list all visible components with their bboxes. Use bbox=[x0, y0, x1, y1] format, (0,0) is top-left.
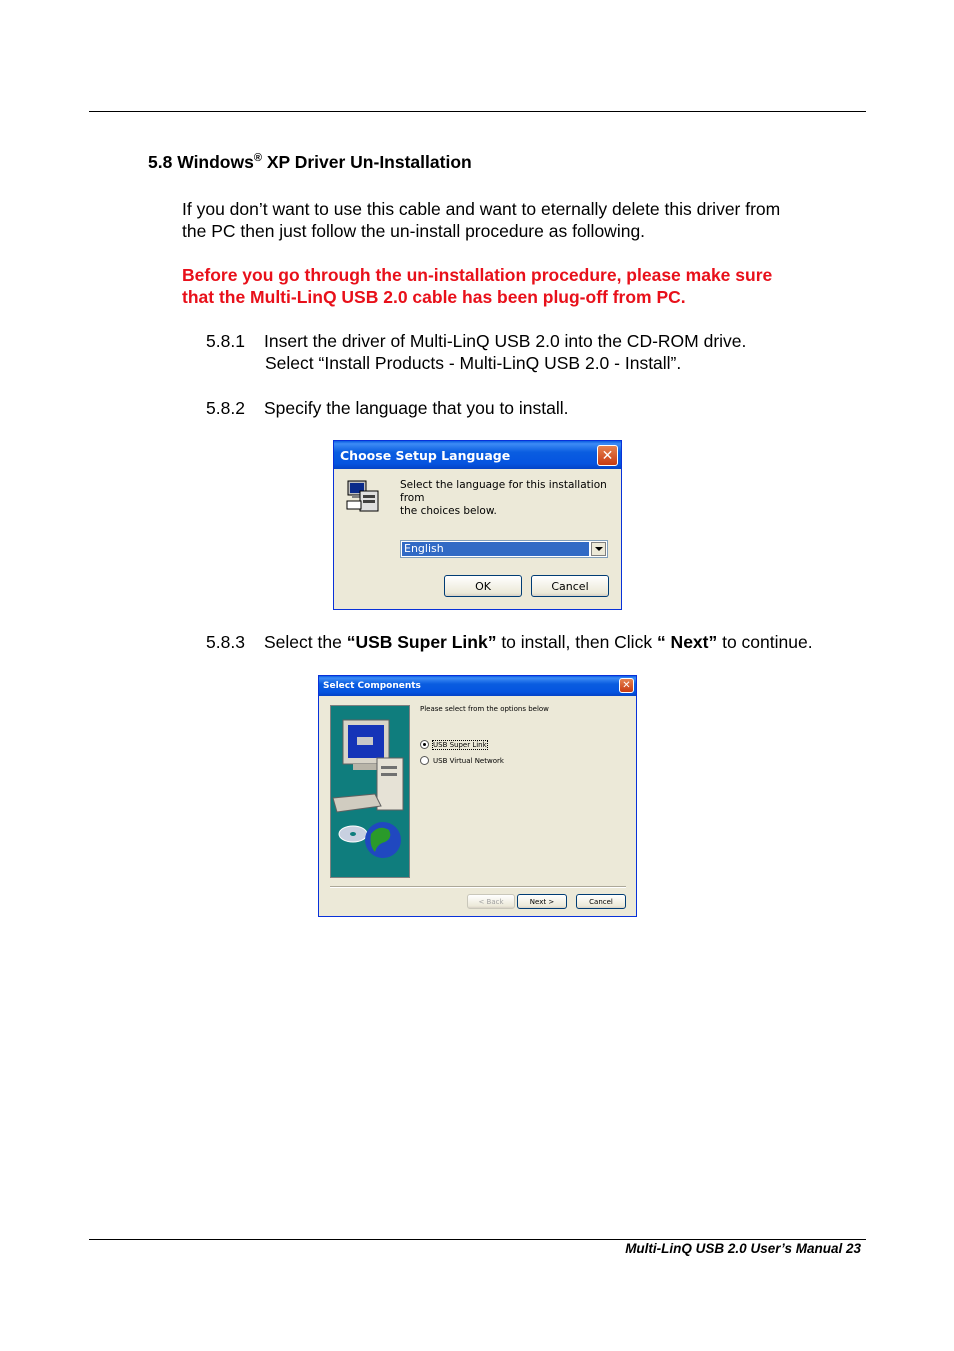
step-bold-next: “ Next” bbox=[656, 632, 718, 652]
setup-computer-icon bbox=[346, 479, 380, 513]
step-text-2: Select “Install Products - Multi-LinQ USB 2.0 - Install”. bbox=[265, 353, 682, 373]
step-text-mid: to install, then Click bbox=[496, 632, 657, 652]
dialog-title: Select Components bbox=[323, 681, 421, 691]
step-5-8-3 bbox=[206, 631, 813, 653]
registered-mark: ® bbox=[253, 152, 262, 165]
footer-rule bbox=[89, 1239, 866, 1240]
option-label: USB Virtual Network bbox=[433, 756, 504, 765]
option-usb-super-link[interactable] bbox=[420, 740, 487, 749]
select-components-dialog bbox=[318, 675, 637, 917]
option-label: USB Super Link bbox=[433, 740, 487, 749]
header-rule bbox=[89, 111, 866, 112]
section-heading bbox=[148, 152, 472, 173]
language-select[interactable] bbox=[400, 540, 608, 558]
section-title-pre: Windows bbox=[177, 152, 254, 172]
option-usb-virtual-network[interactable] bbox=[420, 756, 504, 765]
cancel-button[interactable]: Cancel bbox=[576, 894, 626, 909]
radio-selected-icon[interactable] bbox=[420, 740, 429, 749]
step-text-pre: Select the bbox=[264, 632, 347, 652]
setup-illustration bbox=[330, 705, 410, 878]
dropdown-button[interactable] bbox=[591, 542, 606, 556]
dialog-title-bar bbox=[319, 676, 636, 696]
button-separator bbox=[330, 886, 626, 888]
cancel-button[interactable]: Cancel bbox=[531, 575, 609, 597]
next-button[interactable]: Next > bbox=[517, 894, 567, 909]
step-text: Specify the language that you to install. bbox=[264, 398, 569, 418]
intro-line-1: If you don’t want to use this cable and want to eternally delete this driver from bbox=[182, 199, 781, 219]
dialog-title: Choose Setup Language bbox=[340, 447, 511, 463]
components-prompt: Please select from the options below bbox=[420, 705, 549, 713]
ok-button[interactable]: OK bbox=[444, 575, 522, 597]
close-icon: ✕ bbox=[601, 447, 614, 464]
step-bold-option: “USB Super Link” bbox=[346, 632, 497, 652]
back-button[interactable]: < Back bbox=[467, 894, 515, 909]
intro-paragraph bbox=[182, 198, 780, 242]
chevron-down-icon bbox=[595, 547, 603, 551]
section-number: 5.8 bbox=[148, 152, 173, 172]
step-5-8-2 bbox=[206, 397, 569, 419]
intro-line-2: the PC then just follow the un-install procedure as following. bbox=[182, 221, 646, 241]
step-text-post: to continue. bbox=[717, 632, 813, 652]
step-5-8-1 bbox=[206, 330, 746, 374]
message-line-2: the choices below. bbox=[400, 505, 497, 517]
warning-paragraph bbox=[182, 264, 772, 308]
close-icon: ✕ bbox=[622, 680, 631, 691]
close-button[interactable] bbox=[619, 678, 634, 693]
step-number: 5.8.3 bbox=[206, 632, 245, 652]
dialog-title-bar bbox=[334, 441, 621, 469]
step-text: Insert the driver of Multi-LinQ USB 2.0 into the CD-ROM drive. bbox=[264, 331, 747, 351]
warning-line-2: that the Multi-LinQ USB 2.0 cable has been plug-off from PC. bbox=[182, 287, 686, 307]
radio-unselected-icon[interactable] bbox=[420, 756, 429, 765]
section-title-post: XP Driver Un-Installation bbox=[266, 152, 472, 172]
choose-setup-language-dialog bbox=[333, 440, 622, 610]
footer-text: Multi-LinQ USB 2.0 User’s Manual 23 bbox=[625, 1241, 861, 1256]
step-number: 5.8.2 bbox=[206, 398, 245, 418]
message-line-1: Select the language for this installation from bbox=[400, 479, 607, 504]
dialog-message bbox=[400, 479, 621, 518]
step-number: 5.8.1 bbox=[206, 331, 245, 351]
close-button[interactable] bbox=[597, 445, 618, 466]
warning-line-1: Before you go through the un-installation procedure, please make sure bbox=[182, 265, 773, 285]
selected-language: English bbox=[402, 542, 589, 556]
